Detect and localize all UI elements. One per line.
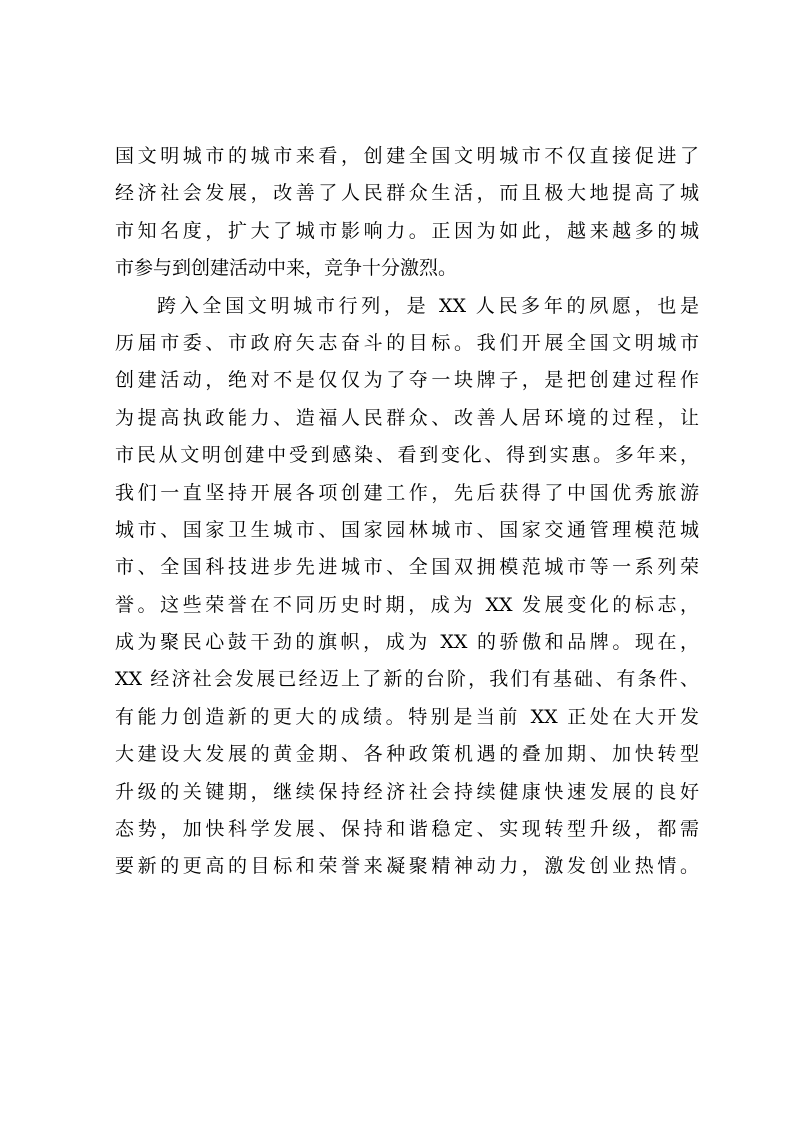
paragraph-line: 我们一直坚持开展各项创建工作，先后获得了中国优秀旅游 (115, 481, 699, 504)
paragraph-line: 态势，加快科学发展、保持和谐稳定、实现转型升级，都需 (115, 818, 699, 841)
paragraph-line: 升级的关键期，继续保持经济社会持续健康快速发展的良好 (115, 780, 699, 803)
paragraph-line: 国文明城市的城市来看，创建全国文明城市不仅直接促进了 (115, 145, 699, 167)
paragraph-line: 经济社会发展，改善了人民群众生活，而且极大地提高了城 (115, 182, 699, 205)
document-body (115, 138, 699, 886)
paragraph-line: XX 经济社会发展已经迈上了新的台阶，我们有基础、有条件、 (115, 668, 699, 691)
paragraph-line: 创建活动，绝对不是仅仅为了夺一块牌子，是把创建过程作 (115, 369, 699, 392)
paragraph-line: 誉。这些荣誉在不同历史时期，成为 XX 发展变化的标志， (115, 593, 699, 616)
paragraph-line: 历届市委、市政府矢志奋斗的目标。我们开展全国文明城市 (115, 331, 699, 354)
paragraph-line: 成为聚民心鼓干劲的旗帜，成为 XX 的骄傲和品牌。现在， (115, 631, 699, 654)
paragraph-line: 为提高执政能力、造福人民群众、改善人居环境的过程，让 (115, 406, 699, 429)
paragraph-line: 大建设大发展的黄金期、各种政策机遇的叠加期、加快转型 (115, 743, 699, 766)
paragraph-line: 有能力创造新的更大的成绩。特别是当前 XX 正处在大开发 (115, 705, 699, 728)
paragraph-line: 城市、国家卫生城市、国家园林城市、国家交通管理模范城 (115, 518, 699, 541)
paragraph-line: 要新的更高的目标和荣誉来凝聚精神动力，激发创业热情。 (115, 855, 699, 878)
paragraph-line: 跨入全国文明城市行列，是 XX 人民多年的夙愿，也是 (157, 294, 699, 317)
paragraph-line: 市民从文明创建中受到感染、看到变化、得到实惠。多年来， (115, 444, 699, 467)
paragraph-line: 市知名度，扩大了城市影响力。正因为如此，越来越多的城 (115, 219, 699, 242)
paragraph-line: 市、全国科技进步先进城市、全国双拥模范城市等一系列荣 (115, 556, 699, 579)
paragraph-line: 市参与到创建活动中来，竞争十分激烈。 (115, 257, 458, 280)
